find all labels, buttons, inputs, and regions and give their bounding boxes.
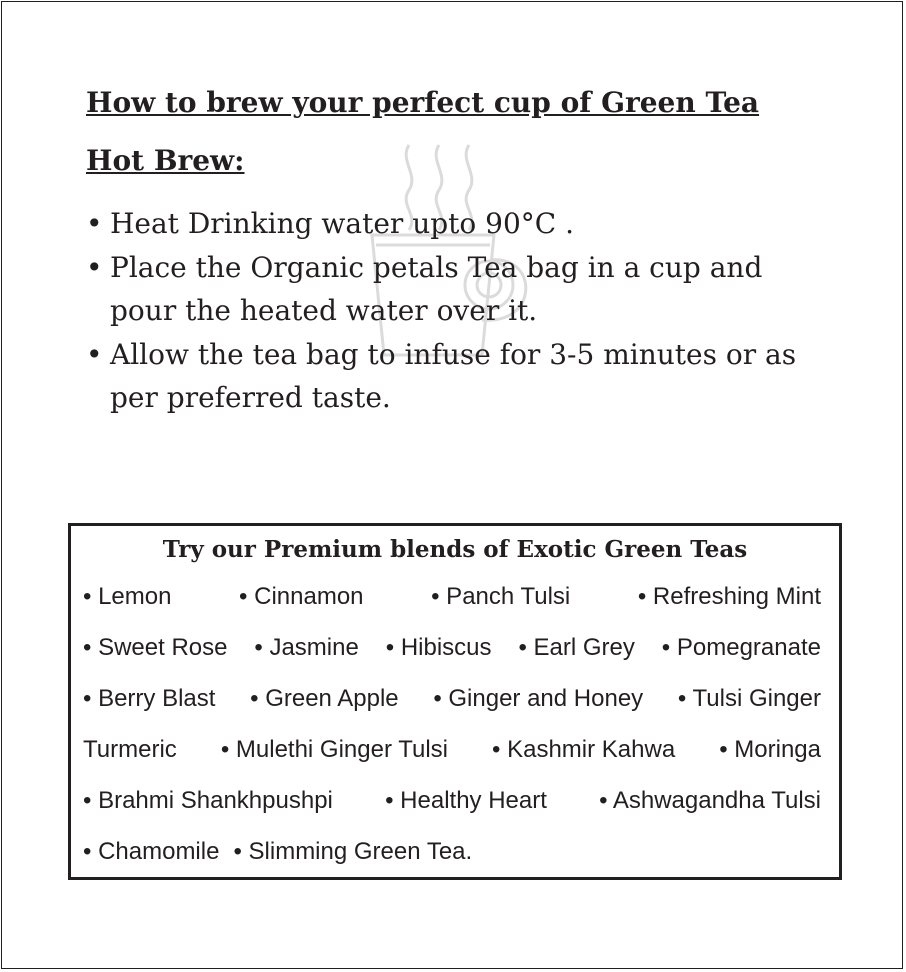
blend-item: Turmeric <box>83 736 177 763</box>
blend-item: • Jasmine <box>254 634 359 661</box>
blend-line <box>83 634 821 662</box>
brew-step: • Heat Drinking water upto 90°C . <box>86 202 806 246</box>
blend-item: • Chamomile <box>83 838 220 865</box>
blend-item: • Brahmi Shankhpushpi <box>83 787 333 814</box>
blend-item: • Ashwagandha Tulsi <box>599 787 821 814</box>
blend-item: • Slimming Green Tea. <box>233 838 473 865</box>
blend-line <box>83 583 821 611</box>
blend-item: • Mulethi Ginger Tulsi <box>220 736 448 763</box>
blend-item: • Ginger and Honey <box>433 685 644 712</box>
page-title: How to brew your perfect cup of Green Tea <box>86 86 760 119</box>
blend-item: • Tulsi Ginger <box>677 685 821 712</box>
blend-item: • Berry Blast <box>83 685 216 712</box>
blend-line <box>83 838 821 866</box>
blend-line <box>83 685 821 713</box>
blend-item: • Green Apple <box>250 685 399 712</box>
blend-item: • Hibiscus <box>385 634 492 661</box>
blend-item: • Panch Tulsi <box>431 583 571 610</box>
blend-item: • Kashmir Kahwa <box>492 736 676 763</box>
brew-steps-list <box>86 202 806 420</box>
blends-title: Try our Premium blends of Exotic Green Teas <box>162 536 748 563</box>
blend-item: • Refreshing Mint <box>637 583 821 610</box>
brew-step: • Place the Organic petals Tea bag in a cup and pour the heated water over it. <box>86 246 806 333</box>
blend-item: • Pomegranate <box>661 634 821 661</box>
blend-item: • Healthy Heart <box>385 787 547 814</box>
blend-line <box>83 787 821 815</box>
brew-step: • Allow the tea bag to infuse for 3-5 minutes or as per preferred taste. <box>86 333 806 420</box>
blend-item: • Lemon <box>83 583 172 610</box>
blend-item: • Earl Grey <box>518 634 635 661</box>
premium-blends-box <box>68 523 842 880</box>
section-heading-hot-brew: Hot Brew: <box>86 144 245 177</box>
blend-line <box>83 736 821 764</box>
blend-item: • Moringa <box>719 736 821 763</box>
blend-item: • Sweet Rose <box>83 634 228 661</box>
blend-item: • Cinnamon <box>239 583 364 610</box>
label-card <box>1 1 903 969</box>
